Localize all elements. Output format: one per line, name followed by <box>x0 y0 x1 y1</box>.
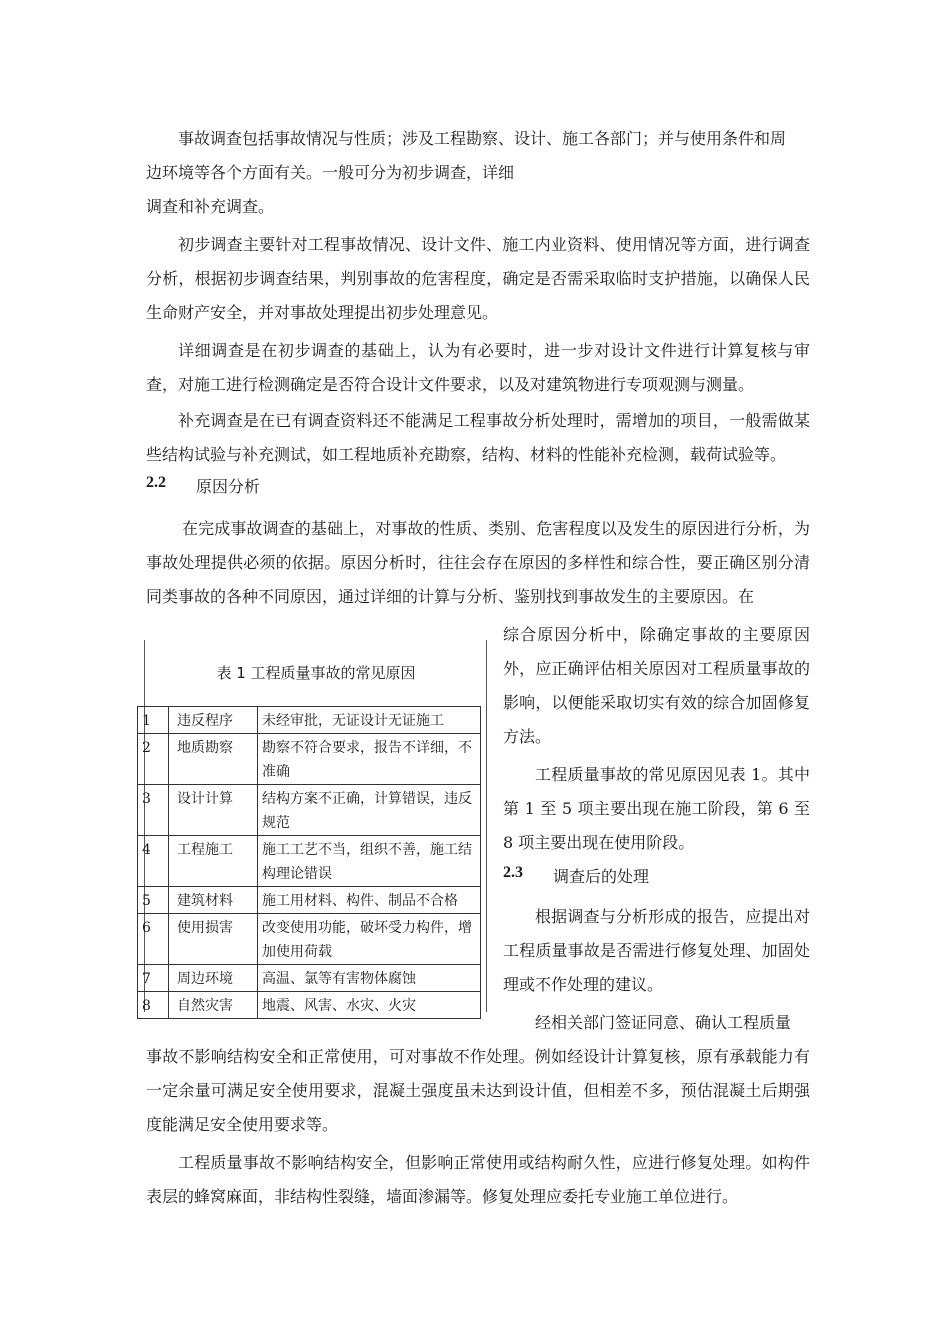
paragraph-line: 事故调查包括事故情况与性质；涉及工程勘察、设计、施工各部门；并与使用条件和周 <box>178 129 787 148</box>
table-cell-type: 周边环境 <box>169 965 258 992</box>
table-cell-desc: 施工用材料、构件、制品不合格 <box>258 887 481 914</box>
table-cell-desc: 勘察不符合要求，报告不详细，不准确 <box>258 734 481 785</box>
table-row <box>138 965 481 992</box>
table-cell-type: 违反程序 <box>169 707 258 734</box>
table-cell-type: 自然灾害 <box>169 992 258 1019</box>
table-row <box>138 914 481 965</box>
section-number-2-3: 2.3 <box>503 864 523 881</box>
causes-table <box>137 706 481 1019</box>
table-cell-type: 使用损害 <box>169 914 258 965</box>
paragraph-report-recommendation: 根据调查与分析形成的报告，应提出对工程质量事故是否需进行修复处理、加固处理或不作处理的建议。 <box>503 907 810 994</box>
table-cell-no: 3 <box>138 785 169 836</box>
table-frame-right-rule <box>486 640 487 1012</box>
paragraph-table-reference: 工程质量事故的常见原因见表 1。其中第 1 至 5 项主要出现在施工阶段，第 6 至 8 项主要出现在使用阶段。 <box>503 765 810 852</box>
paragraph-line: 边环境等各个方面有关。一般可分为初步调查，详细 <box>146 163 515 182</box>
table-cell-type: 地质勘察 <box>169 734 258 785</box>
paragraph-supplementary-investigation: 补充调查是在已有调查资料还不能满足工程事故分析处理时，需增加的项目，一般需做某些结构试验与补充测试，如工程地质补充勘察，结构、材料的性能补充检测，载荷试验等。 <box>146 411 810 464</box>
table-caption: 表 1 工程质量事故的常见原因 <box>216 664 416 682</box>
table-row <box>138 836 481 887</box>
table-cell-desc: 未经审批，无证设计无证施工 <box>258 707 481 734</box>
table-cell-type: 工程施工 <box>169 836 258 887</box>
table-cell-no: 1 <box>138 707 169 734</box>
table-row <box>138 785 481 836</box>
table-cell-desc: 施工工艺不当，组织不善，施工结构理论错误 <box>258 836 481 887</box>
table-cell-no: 7 <box>138 965 169 992</box>
paragraph-comprehensive-analysis: 综合原因分析中，除确定事故的主要原因外，应正确评估相关原因对工程质量事故的影响，以便能采取切实有效的综合加固修复方法。 <box>503 625 810 746</box>
table-cell-no: 2 <box>138 734 169 785</box>
table-cell-no: 8 <box>138 992 169 1019</box>
table-row <box>138 707 481 734</box>
paragraph-line: 调查和补充调查。 <box>146 197 275 216</box>
paragraph-preliminary-investigation: 初步调查主要针对工程事故情况、设计文件、施工内业资料、使用情况等方面，进行调查分析，根据初步调查结果，判别事故的危害程度，确定是否需采取临时支护措施，以确保人民生命财产安全，并对事故处理提出初步处理意见。 <box>146 235 810 322</box>
section-title-cause-analysis: 原因分析 <box>196 477 261 496</box>
table-cell-desc: 结构方案不正确，计算错误，违反规范 <box>258 785 481 836</box>
table-row <box>138 887 481 914</box>
table-row <box>138 734 481 785</box>
section-title-post-investigation: 调查后的处理 <box>553 867 650 886</box>
paragraph-no-treatment: 事故不影响结构安全和正常使用，可对事故不作处理。例如经设计计算复核，原有承载能力有一定余量可满足安全使用要求，混凝土强度虽未达到设计值，但相差不多，预估混凝土后期强度能满足安全使用要求等。 <box>146 1047 810 1134</box>
table-cell-no: 6 <box>138 914 169 965</box>
paragraph-detailed-investigation: 详细调查是在初步调查的基础上，认为有必要时，进一步对设计文件进行计算复核与审查，对施工进行检测确定是否符合设计文件要求，以及对建筑物进行专项观测与测量。 <box>146 341 810 394</box>
table-cell-desc: 高温、氯等有害物体腐蚀 <box>258 965 481 992</box>
paragraph-cause-analysis: 在完成事故调查的基础上，对事故的性质、类别、危害程度以及发生的原因进行分析，为事故处理提供必须的依据。原因分析时，往往会存在原因的多样性和综合性，要正确区别分清同类事故的各种不同原因，通过详细的计算与分析、鉴别找到事故发生的主要原因。在 <box>146 519 810 606</box>
table-cell-desc: 地震、风害、水灾、火灾 <box>258 992 481 1019</box>
paragraph-investigation-intro <box>146 122 810 224</box>
table-cell-type: 建筑材料 <box>169 887 258 914</box>
table-row <box>138 992 481 1019</box>
table-cell-no: 5 <box>138 887 169 914</box>
section-number-2-2: 2.2 <box>146 474 166 491</box>
table-cell-desc: 改变使用功能，破坏受力构件，增加使用荷载 <box>258 914 481 965</box>
table-cell-type: 设计计算 <box>169 785 258 836</box>
table-cell-no: 4 <box>138 836 169 887</box>
paragraph-no-treatment-line1: 经相关部门签证同意、确认工程质量 <box>535 1013 792 1032</box>
paragraph-repair-treatment: 工程质量事故不影响结构安全，但影响正常使用或结构耐久性，应进行修复处理。如构件表层的蜂窝麻面，非结构性裂缝，墙面渗漏等。修复处理应委托专业施工单位进行。 <box>146 1153 810 1206</box>
